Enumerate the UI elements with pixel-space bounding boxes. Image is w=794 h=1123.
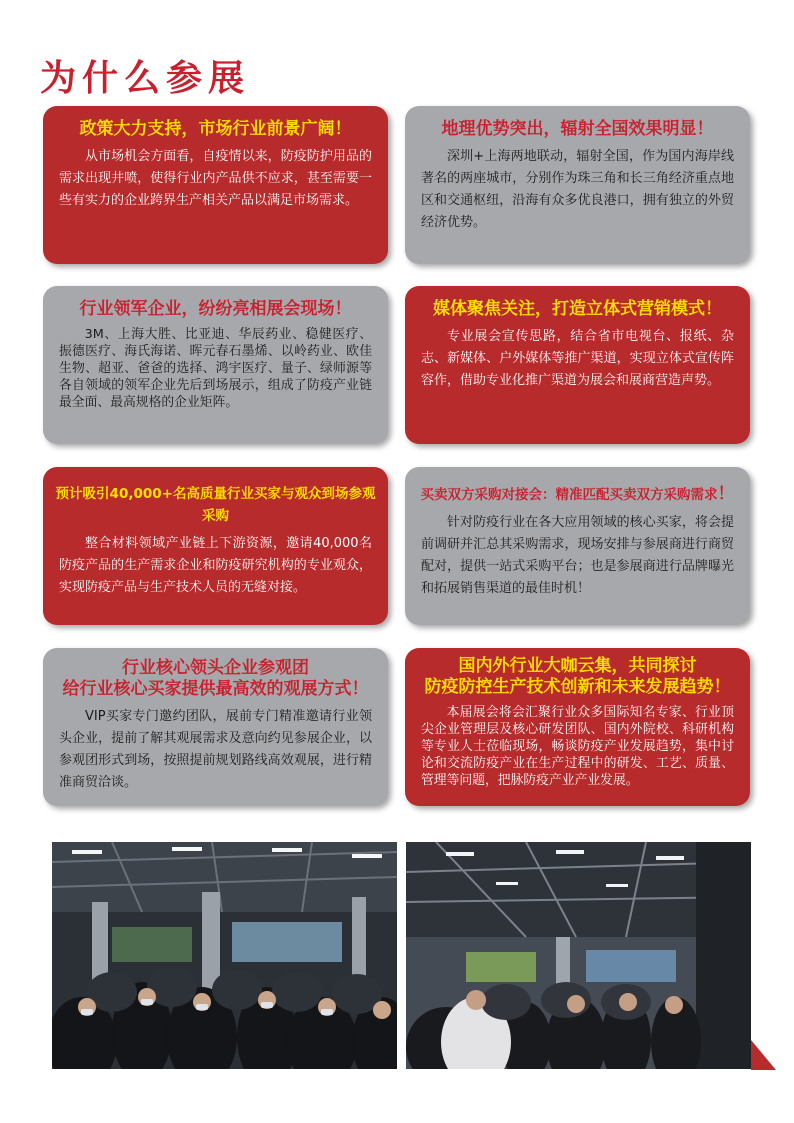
card-title	[43, 286, 388, 326]
exclamation-mark: ！	[705, 299, 722, 319]
card-title-line-2: 给行业核心买家提供最高效的观展方式	[62, 679, 352, 699]
card-title	[43, 467, 388, 533]
exclamation-mark: ！	[717, 484, 735, 504]
card-title-text: 媒体聚焦关注，打造立体式营销模式	[433, 299, 705, 319]
card-title-text: 地理优势突出，辐射全国效果明显	[441, 119, 697, 139]
card-title	[405, 648, 750, 704]
card-leading-enterprises	[43, 286, 388, 444]
card-body: 专业展会宣传思路，结合省市电视台、报纸、杂志、新媒体、户外媒体等推广渠道，实现立体式宣传阵容作，借助专业化推广渠道为展会和展商营造声势。	[421, 329, 734, 388]
card-body: 3M、上海大胜、比亚迪、华辰药业、稳健医疗、振德医疗、海氏海诺、晖元春石墨烯、以岭药业、欧佳生物、超亚、爸爸的选择、鸿宇医疗、量子、绿师源等各自领域的领军企业先后到场展示，组成了防疫产业链最全面、最高规格的企业矩阵。	[59, 327, 372, 410]
corner-decoration	[751, 1040, 776, 1070]
card-title	[43, 106, 388, 146]
card-body: VIP买家专门邀约团队，展前专门精准邀请行业领头企业，提前了解其观展需求及意向约见参展企业，以参观团形式到场，按照提前规划路线高效观展，进行精准商贸洽谈。	[59, 709, 372, 790]
card-procurement-matching	[405, 467, 750, 625]
card-industry-experts	[405, 648, 750, 806]
card-body: 针对防疫行业在各大应用领域的核心买家，将会提前调研并汇总其采购需求，现场安排与参展商进行商贸配对，提供一站式采购平台；也是参展商进行品牌曝光和拓展销售渠道的最佳时机！	[421, 515, 734, 596]
card-policy-support	[43, 106, 388, 264]
card-title-line-2: 防疫防控生产技术创新和未来发展趋势	[424, 677, 714, 697]
card-buyers-attraction	[43, 467, 388, 625]
card-title-text: 预计吸引40,000+名高质量行业买家与观众到场参观采购	[55, 486, 376, 524]
exclamation-mark: ！	[696, 119, 714, 139]
card-geographic-advantage	[405, 106, 750, 264]
exhibition-hall-image	[406, 842, 751, 1069]
card-visiting-delegation	[43, 648, 388, 806]
exhibition-hall-photo	[406, 842, 751, 1069]
exhibition-crowd-photo	[52, 842, 397, 1069]
card-body: 深圳+上海两地联动，辐射全国，作为国内海岸线著名的两座城市，分别作为珠三角和长三角经济重点地区和交通枢纽，沿海有众多优良港口，拥有独立的外贸经济优势。	[421, 149, 734, 230]
card-title	[405, 106, 750, 146]
card-title-text: 买卖双方采购对接会：精准匹配买卖双方采购需求	[420, 487, 718, 503]
exclamation-mark: ！	[351, 679, 369, 699]
page-title: 为什么参展	[40, 58, 251, 99]
exclamation-mark: ！	[334, 299, 352, 319]
card-title-text: 行业领军企业，纷纷亮相展会现场	[79, 299, 335, 319]
card-body: 整合材料领域产业链上下游资源，邀请40,000名防疫产品的生产需求企业和防疫研究机构的专业观众，实现防疫产品与生产技术人员的无缝对接。	[59, 536, 372, 595]
card-media-focus	[405, 286, 750, 444]
card-body: 本届展会将会汇聚行业众多国际知名专家、行业顶尖企业管理层及核心研发团队、国内外院校、科研机构等专业人士莅临现场，畅谈防疫产业发展趋势，集中讨论和交流防疫产业在生产过程中的研发、工艺、质量、管理等问题，把脉防疫产业产业发展。	[421, 705, 734, 788]
exclamation-mark: ！	[713, 677, 731, 697]
card-title-text: 政策大力支持，市场行业前景广阔	[79, 119, 335, 139]
card-title-line-1: 行业核心领头企业参观团	[122, 658, 309, 678]
exclamation-mark: ！	[334, 119, 352, 139]
card-title	[405, 467, 750, 512]
exhibition-crowd-image	[52, 842, 397, 1069]
card-title	[405, 286, 750, 326]
card-title	[43, 648, 388, 706]
card-title-line-1: 国内外行业大咖云集，共同探讨	[458, 656, 697, 676]
card-body: 从市场机会方面看，自疫情以来，防疫防护用品的需求出现井喷，使得行业内产品供不应求，甚至需要一些有实力的企业跨界生产相关产品以满足市场需求。	[59, 149, 372, 208]
